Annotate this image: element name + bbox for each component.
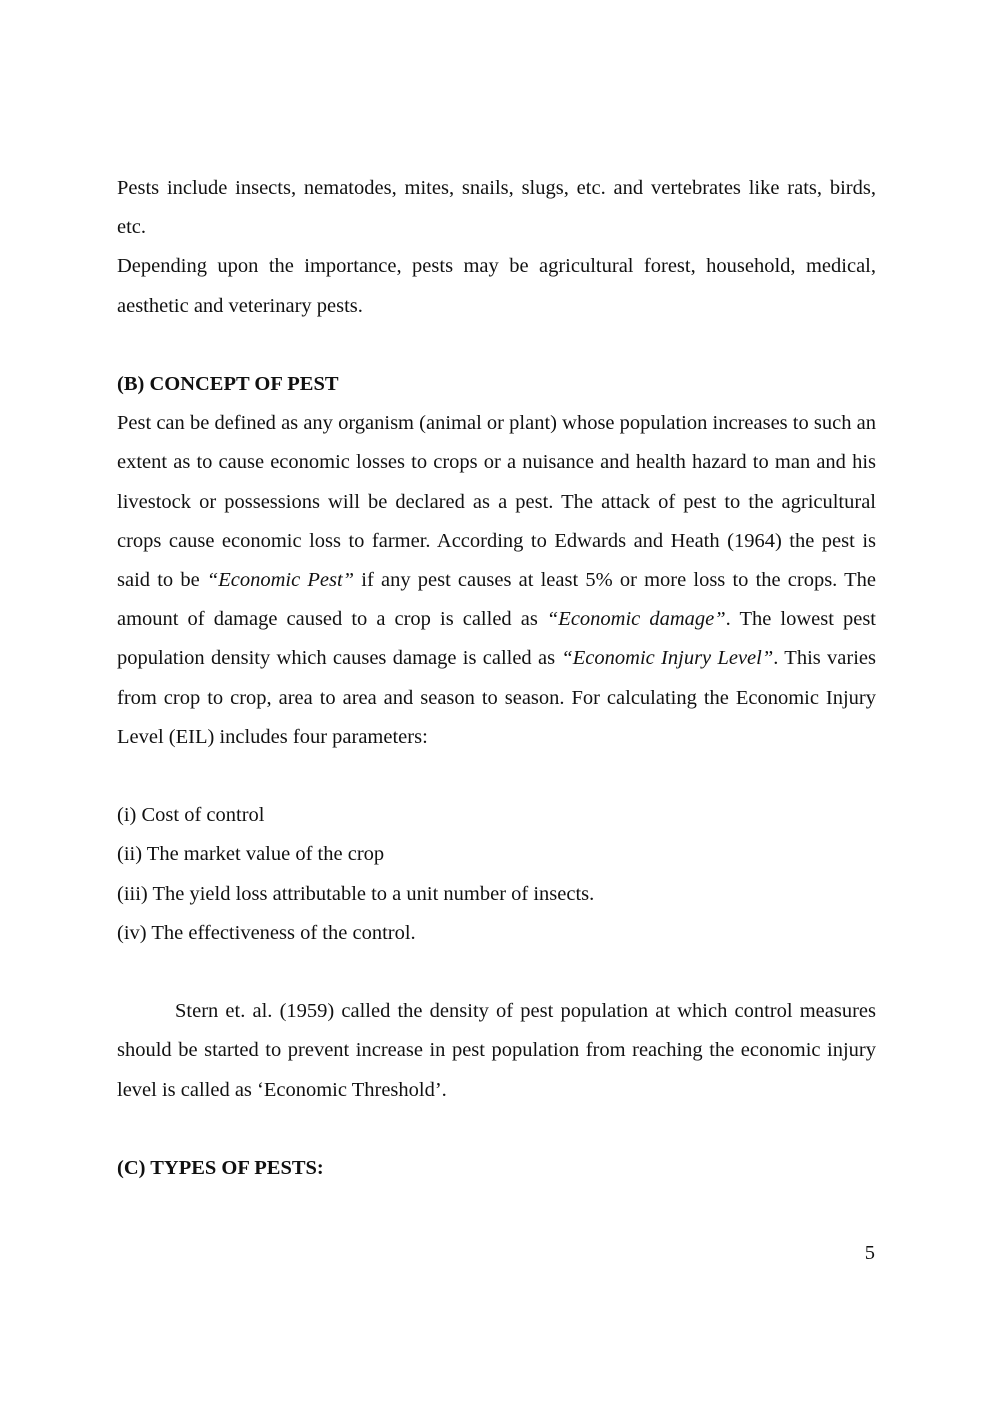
spacer [117, 1110, 876, 1149]
concept-text-2: if any pest causes at least 5% or more loss to the crops. The amount of damage caused to a crop is called as [117, 569, 876, 631]
section-b-heading: (B) CONCEPT OF PEST [117, 373, 339, 395]
concept-text-3: . The lowest pest population density which causes damage is called as [117, 608, 877, 670]
economic-damage-term: “Economic damage” [546, 608, 726, 631]
spacer [117, 757, 876, 796]
list-item: (iii) The yield loss attributable to a unit number of insects. [117, 882, 595, 905]
spacer [117, 953, 876, 992]
economic-threshold-paragraph: Stern et. al. (1959) called the density of pest population at which control measures should be started to prevent increase in pest population from reaching the economic injury level is called as ‘Economic Threshold’. [117, 1000, 876, 1101]
concept-text-4: . This varies from crop to crop, area to area and season to season. For calculating the Economic Injury Level (EIL) includes four parameters: [117, 647, 877, 748]
economic-injury-level-term: “Economic Injury Level” [561, 647, 774, 670]
document-body [117, 169, 876, 1188]
list-item: (i) Cost of control [117, 804, 265, 827]
concept-of-pest-paragraph [117, 404, 876, 757]
spacer [117, 326, 876, 365]
page-number: 5 [864, 1242, 875, 1264]
intro-paragraph-importance: Depending upon the importance, pests may be agricultural forest, household, medical, aesthetic and veterinary pests. [117, 255, 876, 317]
list-item: (iv) The effectiveness of the control. [117, 921, 416, 944]
intro-paragraph-pests-include: Pests include insects, nematodes, mites, snails, slugs, etc. and vertebrates like rats, birds, etc. [117, 177, 876, 239]
eil-parameters-list [117, 796, 876, 953]
concept-text-1: Pest can be defined as any organism (animal or plant) whose population increases to such an extent as to cause economic losses to crops or a nuisance and health hazard to man and his livestock or possessions will be declared as a pest. The attack of pest to the agricultural crops cause economic loss to farmer. According to Edwards and Heath (1964) the pest is said to be [117, 412, 876, 592]
economic-pest-term: “Economic Pest” [206, 569, 355, 592]
section-c-heading: (C) TYPES OF PESTS: [117, 1157, 324, 1180]
list-item: (ii) The market value of the crop [117, 843, 385, 866]
